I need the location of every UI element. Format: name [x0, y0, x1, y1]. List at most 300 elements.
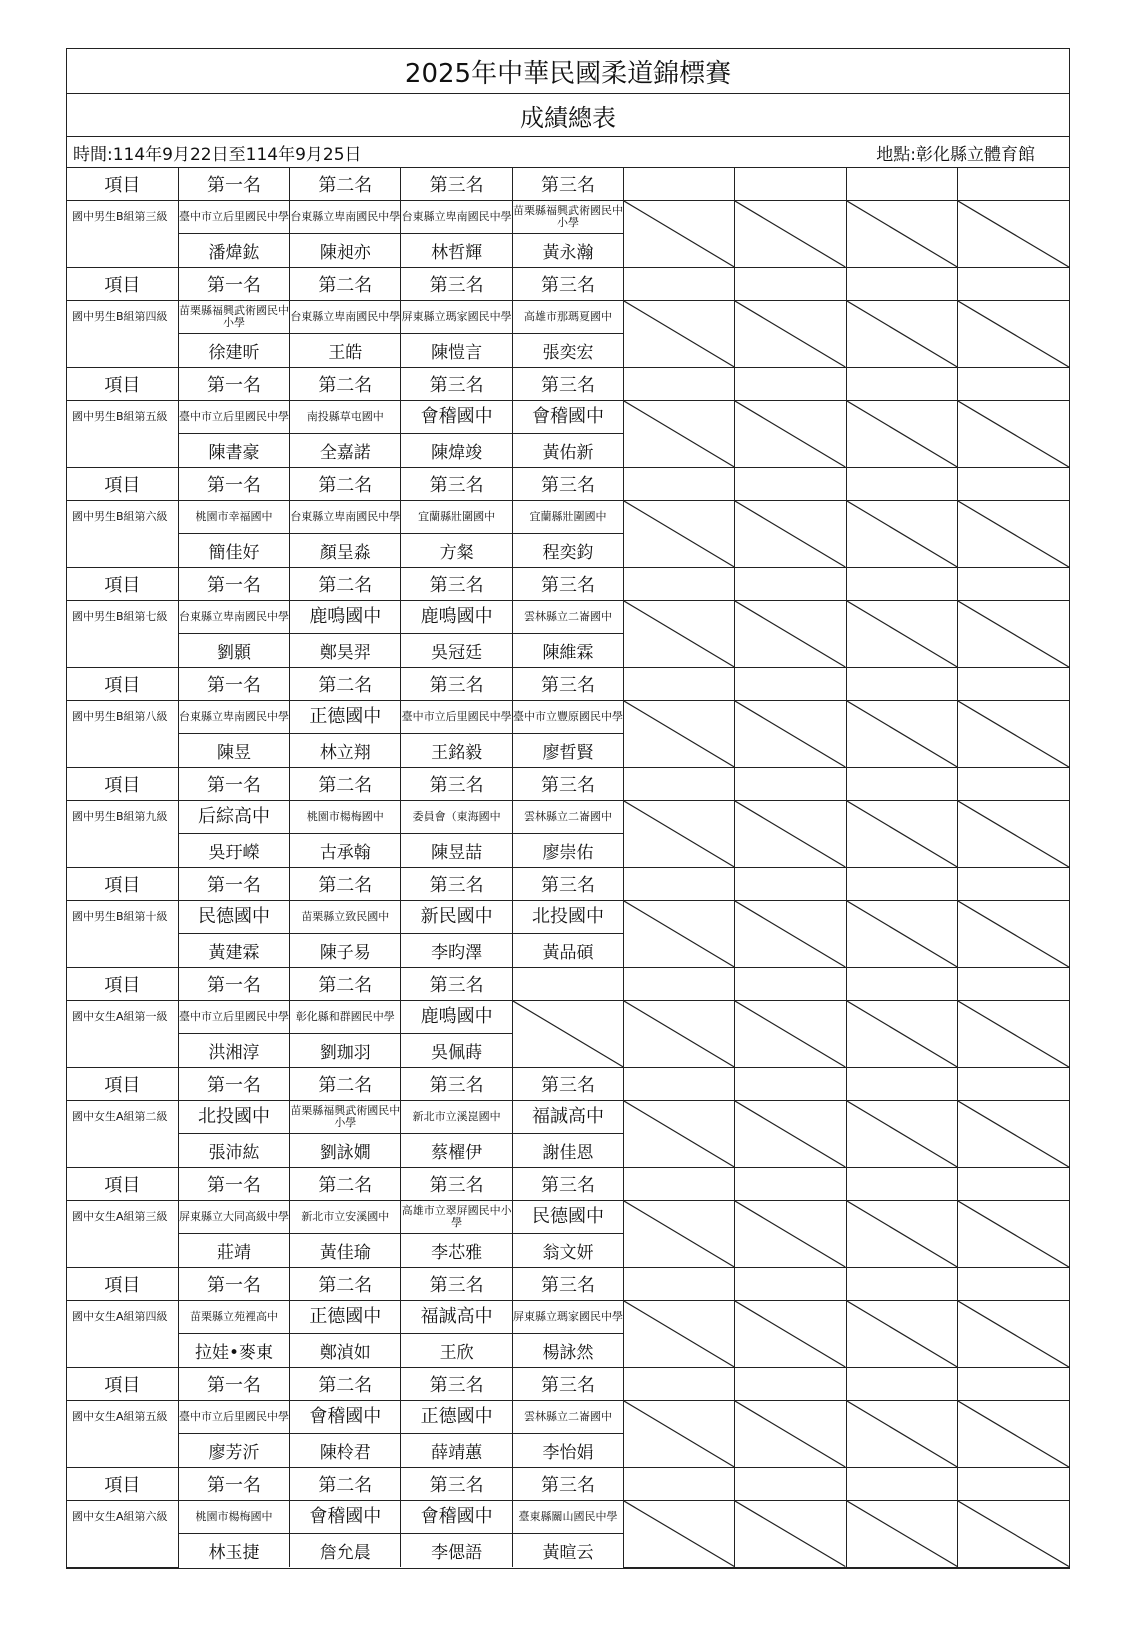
header-rank-label: 第一名: [178, 268, 289, 301]
header-empty-cell: [624, 868, 735, 901]
athlete-name-cell: 楊詠然: [512, 1334, 623, 1368]
school-cell: 雲林縣立二崙國中: [512, 601, 623, 634]
section-header-row: [67, 768, 1069, 801]
sheet-subtitle: 成績總表: [67, 94, 1069, 137]
school-row: [67, 601, 1069, 634]
athlete-name-cell: 廖晢賢: [512, 734, 623, 768]
header-empty-cell: [735, 968, 846, 1001]
athlete-name-cell: 方粲: [401, 534, 512, 568]
section-header-row: [67, 968, 1069, 1001]
header-empty-cell: [735, 768, 846, 801]
header-item-label: 項目: [67, 1268, 178, 1301]
header-empty-cell: [735, 1468, 846, 1501]
header-empty-cell: [735, 868, 846, 901]
blank-diagonal-cell: [624, 301, 735, 368]
header-rank-label: 第二名: [290, 568, 401, 601]
header-rank-label: 第三名: [401, 968, 512, 1001]
header-rank-label: 第三名: [401, 168, 512, 201]
school-cell: 屏東縣立瑪家國民中學: [401, 301, 512, 334]
school-cell: 桃園市幸福國中: [178, 501, 289, 534]
header-rank-label: 第三名: [401, 1368, 512, 1401]
blank-diagonal-cell: [846, 401, 957, 468]
header-item-label: 項目: [67, 1468, 178, 1501]
header-rank-label: 第三名: [512, 1068, 623, 1101]
header-rank-label: 第二名: [290, 368, 401, 401]
school-cell: 臺中市立豐原國民中學: [512, 701, 623, 734]
header-rank-label: 第一名: [178, 1368, 289, 1401]
athlete-name-cell: 李偲語: [401, 1534, 512, 1568]
header-empty-cell: [846, 768, 957, 801]
header-empty-cell: [958, 1468, 1069, 1501]
header-empty-cell: [624, 368, 735, 401]
blank-diagonal-cell: [846, 1201, 957, 1268]
section-header-row: [67, 1268, 1069, 1301]
blank-diagonal-cell: [624, 1301, 735, 1368]
school-cell: 臺東縣關山國民中學: [512, 1501, 623, 1534]
school-cell: 雲林縣立二崙國中: [512, 1401, 623, 1434]
header-rank-label: 第一名: [178, 868, 289, 901]
header-rank-label: 第一名: [178, 1168, 289, 1201]
header-rank-label: 第三名: [401, 1268, 512, 1301]
section-header-row: [67, 1468, 1069, 1501]
header-rank-label: 第二名: [290, 668, 401, 701]
section-header-row: [67, 1168, 1069, 1201]
header-rank-label: 第一名: [178, 168, 289, 201]
blank-diagonal-cell: [735, 601, 846, 668]
header-empty-cell: [846, 268, 957, 301]
school-row: [67, 1001, 1069, 1034]
header-empty-cell: [624, 1068, 735, 1101]
header-item-label: 項目: [67, 468, 178, 501]
header-rank-label: 第三名: [512, 268, 623, 301]
athlete-name-cell: 古承翰: [290, 834, 401, 868]
school-cell: 宜蘭縣壯圍國中: [401, 501, 512, 534]
athlete-name-cell: 廖崇佑: [512, 834, 623, 868]
header-empty-cell: [958, 968, 1069, 1001]
header-rank-label: 第三名: [512, 1268, 623, 1301]
section-header-row: [67, 168, 1069, 201]
school-cell: 新民國中: [401, 901, 512, 934]
blank-diagonal-cell: [958, 1001, 1069, 1068]
header-rank-label: 第一名: [178, 368, 289, 401]
header-rank-label: 第一名: [178, 468, 289, 501]
section-header-row: [67, 368, 1069, 401]
blank-diagonal-cell: [958, 1301, 1069, 1368]
header-empty-cell: [735, 568, 846, 601]
athlete-name-cell: 簡佳好: [178, 534, 289, 568]
blank-diagonal-cell: [846, 201, 957, 268]
blank-diagonal-cell: [624, 1401, 735, 1468]
school-cell: 后綜高中: [178, 801, 289, 834]
athlete-name-cell: 全嘉諾: [290, 434, 401, 468]
header-rank-label: 第二名: [290, 468, 401, 501]
blank-diagonal-cell: [624, 801, 735, 868]
school-row: [67, 701, 1069, 734]
school-row: [67, 1301, 1069, 1334]
athlete-name-cell: 鄭昊羿: [290, 634, 401, 668]
header-empty-cell: [624, 468, 735, 501]
athlete-name-cell: 陳柃君: [290, 1434, 401, 1468]
header-rank-label: 第三名: [401, 868, 512, 901]
blank-diagonal-cell: [624, 501, 735, 568]
blank-diagonal-cell: [846, 1301, 957, 1368]
school-cell: 會稽國中: [290, 1501, 401, 1534]
header-rank-label: 第三名: [401, 1068, 512, 1101]
school-cell: 會稽國中: [401, 401, 512, 434]
school-cell: 鹿鳴國中: [401, 601, 512, 634]
athlete-name-cell: 黃佳瑜: [290, 1234, 401, 1268]
blank-diagonal-cell: [846, 601, 957, 668]
athlete-name-cell: 謝佳恩: [512, 1134, 623, 1168]
header-empty-cell: [624, 1268, 735, 1301]
header-empty-cell: [958, 268, 1069, 301]
blank-diagonal-cell: [958, 901, 1069, 968]
section-header-row: [67, 668, 1069, 701]
section-header-row: [67, 468, 1069, 501]
athlete-name-cell: 程奕鈞: [512, 534, 623, 568]
blank-diagonal-cell: [735, 1501, 846, 1568]
header-empty-cell: [735, 268, 846, 301]
category-cell: 國中男生B組第十級: [67, 901, 178, 968]
blank-diagonal-cell: [846, 901, 957, 968]
athlete-name-cell: 張沛紘: [178, 1134, 289, 1168]
header-empty-cell: [846, 968, 957, 1001]
school-cell: 正德國中: [290, 1301, 401, 1334]
athlete-name-cell: 黃佑新: [512, 434, 623, 468]
school-row: [67, 301, 1069, 334]
results-sheet: [66, 48, 1070, 1569]
category-cell: 國中男生B組第九級: [67, 801, 178, 868]
blank-diagonal-cell: [958, 401, 1069, 468]
athlete-name-cell: 蔡櫂伊: [401, 1134, 512, 1168]
blank-diagonal-cell: [846, 801, 957, 868]
athlete-name-cell: 李怡娟: [512, 1434, 623, 1468]
header-item-label: 項目: [67, 768, 178, 801]
results-table: [67, 168, 1069, 1568]
header-rank-label: 第一名: [178, 1068, 289, 1101]
category-cell: 國中女生A組第二級: [67, 1101, 178, 1168]
school-cell: 臺中市立后里國民中學: [178, 1401, 289, 1434]
blank-diagonal-cell: [735, 301, 846, 368]
school-cell: 福誠高中: [512, 1101, 623, 1134]
school-cell: 台東縣立卑南國民中學: [178, 601, 289, 634]
blank-diagonal-cell: [624, 601, 735, 668]
school-cell: 苗栗縣立致民國中: [290, 901, 401, 934]
header-empty-cell: [512, 968, 623, 1001]
header-rank-label: 第三名: [512, 768, 623, 801]
header-rank-label: 第二名: [290, 868, 401, 901]
header-item-label: 項目: [67, 668, 178, 701]
athlete-name-cell: 吳玗嶸: [178, 834, 289, 868]
header-empty-cell: [846, 468, 957, 501]
info-row: [67, 137, 1069, 168]
header-empty-cell: [624, 668, 735, 701]
header-empty-cell: [958, 568, 1069, 601]
header-rank-label: 第二名: [290, 168, 401, 201]
category-cell: 國中女生A組第六級: [67, 1501, 178, 1568]
blank-diagonal-cell: [735, 1101, 846, 1168]
blank-diagonal-cell: [735, 801, 846, 868]
header-rank-label: 第三名: [512, 1168, 623, 1201]
header-empty-cell: [958, 468, 1069, 501]
school-row: [67, 1501, 1069, 1534]
school-cell: 鹿鳴國中: [290, 601, 401, 634]
header-empty-cell: [958, 1368, 1069, 1401]
school-cell: 臺中市立后里國民中學: [178, 1001, 289, 1034]
athlete-name-cell: 顏呈淼: [290, 534, 401, 568]
header-item-label: 項目: [67, 1168, 178, 1201]
school-cell: 臺中市立后里國民中學: [401, 701, 512, 734]
section-header-row: [67, 1068, 1069, 1101]
header-rank-label: 第三名: [401, 368, 512, 401]
header-empty-cell: [958, 368, 1069, 401]
school-cell: 台東縣立卑南國民中學: [290, 201, 401, 234]
blank-diagonal-cell: [958, 1501, 1069, 1568]
school-cell: 宜蘭縣壯圍國中: [512, 501, 623, 534]
header-rank-label: 第三名: [401, 268, 512, 301]
section-header-row: [67, 268, 1069, 301]
header-empty-cell: [846, 1068, 957, 1101]
header-empty-cell: [735, 168, 846, 201]
blank-diagonal-cell: [846, 301, 957, 368]
blank-diagonal-cell: [624, 201, 735, 268]
blank-diagonal-cell: [958, 801, 1069, 868]
athlete-name-cell: 廖芳沂: [178, 1434, 289, 1468]
blank-diagonal-cell: [958, 201, 1069, 268]
athlete-name-cell: 陳昶亦: [290, 234, 401, 268]
header-rank-label: 第二名: [290, 1168, 401, 1201]
school-cell: 北投國中: [178, 1101, 289, 1134]
blank-diagonal-cell: [846, 1001, 957, 1068]
blank-diagonal-cell: [846, 1501, 957, 1568]
school-cell: 苗栗縣福興武術國民中小學: [290, 1101, 401, 1134]
school-cell: 民德國中: [178, 901, 289, 934]
header-item-label: 項目: [67, 368, 178, 401]
blank-diagonal-cell: [512, 1001, 623, 1068]
blank-diagonal-cell: [958, 701, 1069, 768]
header-empty-cell: [846, 868, 957, 901]
athlete-name-cell: 鄭湞如: [290, 1334, 401, 1368]
header-empty-cell: [958, 168, 1069, 201]
category-cell: 國中男生B組第三級: [67, 201, 178, 268]
school-cell: 桃園市楊梅國中: [290, 801, 401, 834]
header-empty-cell: [846, 1468, 957, 1501]
header-rank-label: 第二名: [290, 768, 401, 801]
category-cell: 國中男生B組第八級: [67, 701, 178, 768]
athlete-name-cell: 莊靖: [178, 1234, 289, 1268]
blank-diagonal-cell: [624, 1101, 735, 1168]
header-item-label: 項目: [67, 168, 178, 201]
blank-diagonal-cell: [624, 1501, 735, 1568]
header-empty-cell: [958, 768, 1069, 801]
school-row: [67, 1101, 1069, 1134]
sheet-title: 2025年中華民國柔道錦標賽: [67, 49, 1069, 94]
athlete-name-cell: 林玉捷: [178, 1534, 289, 1568]
header-rank-label: 第二名: [290, 1268, 401, 1301]
athlete-name-cell: 黃建霖: [178, 934, 289, 968]
section-header-row: [67, 1368, 1069, 1401]
school-cell: 會稽國中: [512, 401, 623, 434]
school-cell: 鹿鳴國中: [401, 1001, 512, 1034]
athlete-name-cell: 陳維霖: [512, 634, 623, 668]
header-item-label: 項目: [67, 868, 178, 901]
blank-diagonal-cell: [958, 601, 1069, 668]
header-rank-label: 第三名: [401, 1468, 512, 1501]
athlete-name-cell: 陳愷言: [401, 334, 512, 368]
results-body: [67, 168, 1069, 1567]
school-cell: 台東縣立卑南國民中學: [290, 301, 401, 334]
header-item-label: 項目: [67, 268, 178, 301]
blank-diagonal-cell: [846, 701, 957, 768]
category-cell: 國中男生B組第七級: [67, 601, 178, 668]
header-rank-label: 第三名: [512, 868, 623, 901]
category-cell: 國中女生A組第五級: [67, 1401, 178, 1468]
school-cell: 正德國中: [290, 701, 401, 734]
header-empty-cell: [846, 1168, 957, 1201]
section-header-row: [67, 868, 1069, 901]
header-rank-label: 第一名: [178, 1268, 289, 1301]
header-empty-cell: [958, 1168, 1069, 1201]
header-empty-cell: [735, 1368, 846, 1401]
athlete-name-cell: 潘煒鈜: [178, 234, 289, 268]
header-rank-label: 第三名: [512, 1368, 623, 1401]
blank-diagonal-cell: [958, 1401, 1069, 1468]
header-rank-label: 第三名: [401, 568, 512, 601]
header-empty-cell: [735, 368, 846, 401]
header-rank-label: 第三名: [512, 1468, 623, 1501]
header-rank-label: 第三名: [401, 668, 512, 701]
school-cell: 民德國中: [512, 1201, 623, 1234]
date-text: 時間:114年9月22日至114年9月25日: [73, 144, 362, 165]
header-rank-label: 第二名: [290, 968, 401, 1001]
blank-diagonal-cell: [735, 201, 846, 268]
header-empty-cell: [846, 1368, 957, 1401]
school-cell: 雲林縣立二崙國中: [512, 801, 623, 834]
athlete-name-cell: 張奕宏: [512, 334, 623, 368]
header-empty-cell: [846, 168, 957, 201]
header-empty-cell: [958, 1068, 1069, 1101]
header-empty-cell: [846, 668, 957, 701]
header-empty-cell: [735, 1068, 846, 1101]
athlete-name-cell: 李昀澤: [401, 934, 512, 968]
athlete-name-cell: 陳書豪: [178, 434, 289, 468]
school-cell: 彰化縣和群國民中學: [290, 1001, 401, 1034]
athlete-name-cell: 黃永瀚: [512, 234, 623, 268]
blank-diagonal-cell: [624, 901, 735, 968]
school-row: [67, 801, 1069, 834]
athlete-name-cell: 洪湘淳: [178, 1034, 289, 1068]
school-row: [67, 501, 1069, 534]
blank-diagonal-cell: [624, 701, 735, 768]
category-cell: 國中男生B組第六級: [67, 501, 178, 568]
header-item-label: 項目: [67, 1368, 178, 1401]
header-empty-cell: [958, 668, 1069, 701]
header-empty-cell: [624, 568, 735, 601]
athlete-name-cell: 薛靖蕙: [401, 1434, 512, 1468]
header-empty-cell: [624, 1468, 735, 1501]
header-rank-label: 第三名: [401, 1168, 512, 1201]
header-rank-label: 第三名: [512, 468, 623, 501]
header-empty-cell: [735, 468, 846, 501]
school-row: [67, 1201, 1069, 1234]
header-empty-cell: [624, 168, 735, 201]
school-row: [67, 201, 1069, 234]
header-rank-label: 第二名: [290, 268, 401, 301]
athlete-name-cell: 林哲輝: [401, 234, 512, 268]
blank-diagonal-cell: [624, 1001, 735, 1068]
school-cell: 臺中市立后里國民中學: [178, 401, 289, 434]
header-rank-label: 第一名: [178, 1468, 289, 1501]
header-empty-cell: [624, 768, 735, 801]
blank-diagonal-cell: [846, 501, 957, 568]
header-rank-label: 第三名: [512, 368, 623, 401]
blank-diagonal-cell: [958, 1201, 1069, 1268]
school-cell: 委員會（東海國中: [401, 801, 512, 834]
athlete-name-cell: 劉珈羽: [290, 1034, 401, 1068]
category-cell: 國中男生B組第五級: [67, 401, 178, 468]
header-empty-cell: [846, 1268, 957, 1301]
header-empty-cell: [735, 668, 846, 701]
school-cell: 苗栗縣福興武術國民中小學: [512, 201, 623, 234]
header-rank-label: 第一名: [178, 668, 289, 701]
header-rank-label: 第一名: [178, 568, 289, 601]
school-cell: 台東縣立卑南國民中學: [401, 201, 512, 234]
header-rank-label: 第三名: [401, 468, 512, 501]
blank-diagonal-cell: [958, 501, 1069, 568]
category-cell: 國中男生B組第四級: [67, 301, 178, 368]
athlete-name-cell: 陳昱喆: [401, 834, 512, 868]
header-empty-cell: [846, 368, 957, 401]
school-cell: 高雄市立翠屏國民中小學: [401, 1201, 512, 1234]
header-rank-label: 第三名: [512, 668, 623, 701]
header-item-label: 項目: [67, 968, 178, 1001]
school-row: [67, 401, 1069, 434]
athlete-name-cell: 劉詠嫺: [290, 1134, 401, 1168]
blank-diagonal-cell: [735, 501, 846, 568]
school-cell: 苗栗縣立苑裡高中: [178, 1301, 289, 1334]
school-cell: 台東縣立卑南國民中學: [178, 701, 289, 734]
header-rank-label: 第三名: [512, 568, 623, 601]
blank-diagonal-cell: [735, 1201, 846, 1268]
school-cell: 會稽國中: [401, 1501, 512, 1534]
category-cell: 國中女生A組第一級: [67, 1001, 178, 1068]
school-cell: 台東縣立卑南國民中學: [290, 501, 401, 534]
school-cell: 福誠高中: [401, 1301, 512, 1334]
header-empty-cell: [624, 1368, 735, 1401]
athlete-name-cell: 李芯雅: [401, 1234, 512, 1268]
blank-diagonal-cell: [624, 1201, 735, 1268]
school-cell: 苗栗縣福興武術國民中小學: [178, 301, 289, 334]
section-header-row: [67, 568, 1069, 601]
athlete-name-cell: 陳昱: [178, 734, 289, 768]
athlete-name-cell: 王銘毅: [401, 734, 512, 768]
blank-diagonal-cell: [846, 1101, 957, 1168]
header-empty-cell: [624, 1168, 735, 1201]
athlete-name-cell: 吳佩蒔: [401, 1034, 512, 1068]
header-rank-label: 第三名: [401, 768, 512, 801]
school-cell: 高雄市那瑪夏國中: [512, 301, 623, 334]
header-rank-label: 第一名: [178, 968, 289, 1001]
school-cell: 南投縣草屯國中: [290, 401, 401, 434]
venue-text: 地點:彰化縣立體育館: [876, 144, 1035, 165]
athlete-name-cell: 劉顥: [178, 634, 289, 668]
athlete-name-cell: 黃暄云: [512, 1534, 623, 1568]
header-rank-label: 第二名: [290, 1368, 401, 1401]
header-empty-cell: [624, 268, 735, 301]
header-item-label: 項目: [67, 1068, 178, 1101]
athlete-name-cell: 林立翔: [290, 734, 401, 768]
school-row: [67, 901, 1069, 934]
